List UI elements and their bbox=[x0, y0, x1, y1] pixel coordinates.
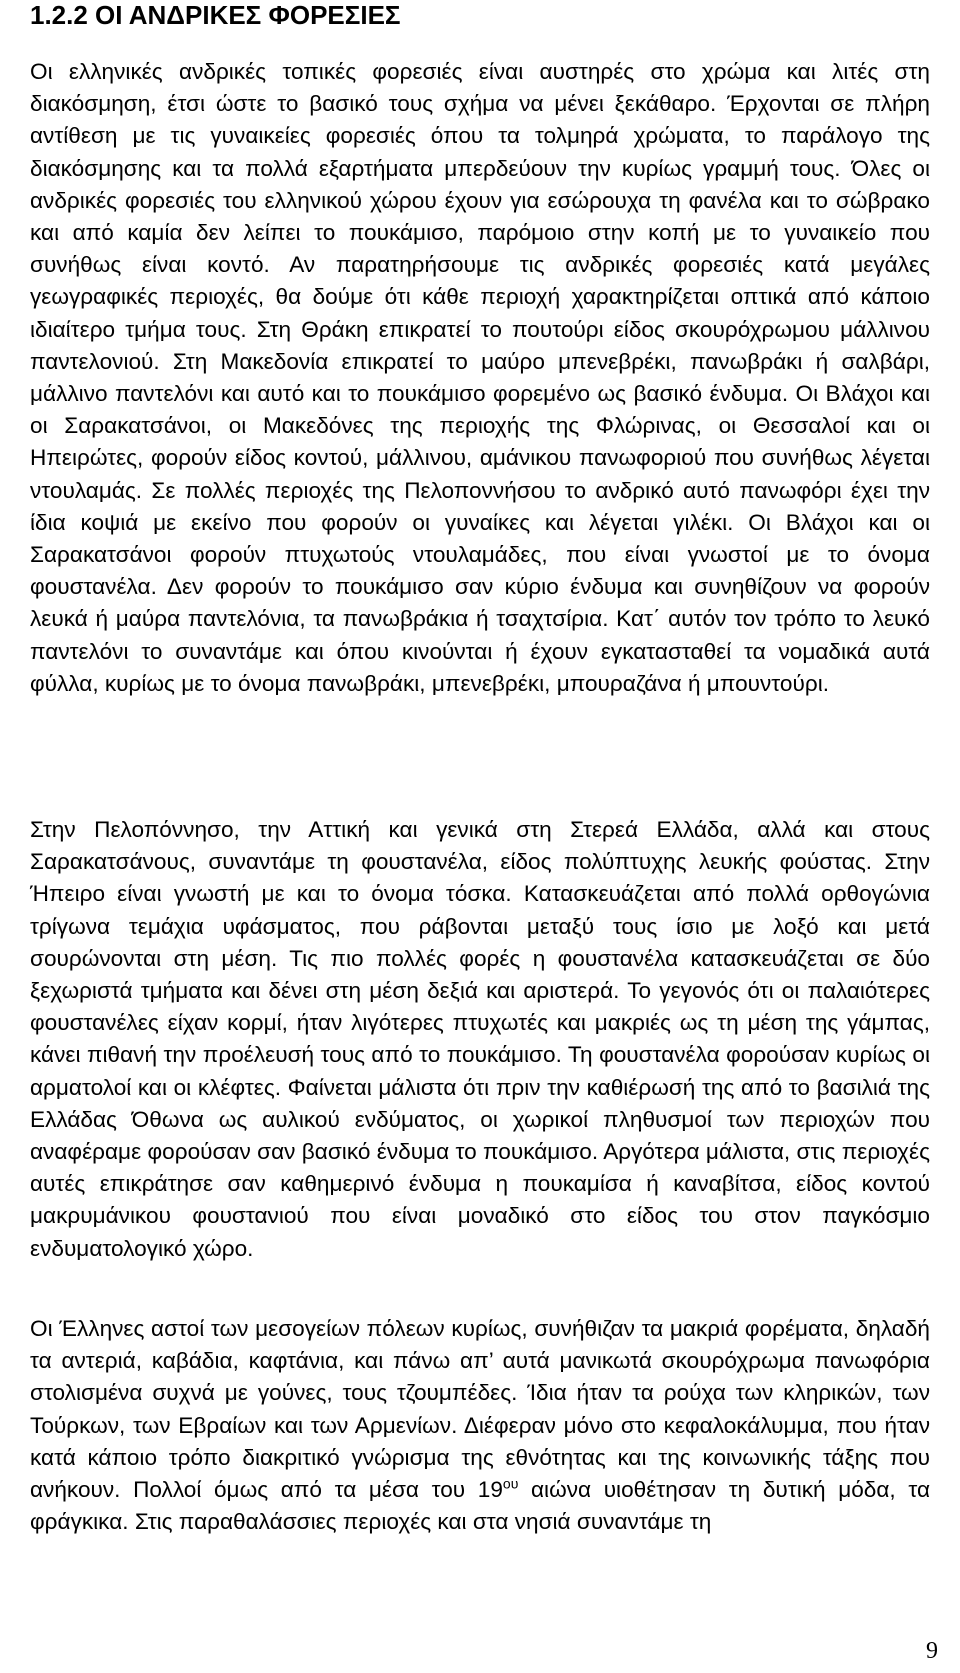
paragraph-foustanella: Στην Πελοπόννησο, την Αττική και γενικά στη Στερεά Ελλάδα, αλλά και στους Σαρακατσάνους, συναντάμε τη φουστανέλα, είδος πολύπτυχης λευκής φούστας. Στην Ήπειρο είναι γνωστή με και το όνομα τόσκα. Κατασκευάζεται από πολλά ορθογώνια τρίγωνα τεμάχια υφάσματος, που ράβονται μεταξύ τους ίσιο με λοξό και μετά σουρώνονται στη μέση. Τις πιο πολλές φορές η φουστανέλα κατασκευάζεται σε δύο ξεχωριστά τμήματα και δένει στη μέση δεξιά και αριστερά. Το γεγονός ότι οι παλαιότερες φουστανέλες είχαν κορμί, ήταν λιγότερες πτυχωτές και μακριές ως τη μέση της γάμπας, κάνει πιθανή την προέλευσή τους από το πουκάμισο. Τη φουστανέλα φορούσαν κυρίως οι αρματολοί και οι κλέφτες. Φαίνεται μάλιστα ότι πριν την καθιέρωσή της από το βασιλιά της Ελλάδας Όθωνα ως αυλικού ενδύματος, οι χωρικοί πληθυσμοί των περιοχών που αναφέραμε φορούσαν σαν βασικό ένδυμα το πουκάμισο. Αργότερα μάλιστα, στις περιοχές αυτές επικράτησε σαν καθημερινό ένδυμα η πουκαμίσα ή καναβίτσα, είδος κοντού μακρυμάνικου φουστανιού που είναι μοναδικό στο είδος του στον παγκόσμιο ενδυματολογικό χώρο. bbox=[30, 817, 930, 1261]
page-number: 9 bbox=[926, 1638, 938, 1664]
paragraph-urban-dress bbox=[30, 1313, 930, 1538]
paragraph-mens-costumes: Οι ελληνικές ανδρικές τοπικές φορεσιές είναι αυστηρές στο χρώμα και λιτές στη διακόσμηση, έτσι ώστε το βασικό τους σχήμα να μένει ξεκάθαρο. Έρχονται σε πλήρη αντίθεση με τις γυναικείες φορεσιές όπου τα τολμηρά χρώματα, το παράλογο της διακόσμησης και τα πολλά εξαρτήματα μπερδεύουν την κυρίως γραμμή τους. Όλες οι ανδρικές φορεσιές του ελληνικού χώρου έχουν για εσώρουχα τη φανέλα και το σώβρακο και από καμία δεν λείπει το πουκάμισο, παρόμοιο στην κοπή με το γυναικείο που συνήθως είναι κοντό. Αν παρατηρήσουμε τις ανδρικές φορεσιές κατά μεγάλες γεωγραφικές περιοχές, θα δούμε ότι κάθε περιοχή χαρακτηρίζεται οπτικά από κάποιο ιδιαίτερο τμήμα τους. Στη Θράκη επικρατεί το πουτούρι είδος σκουρόχρωμου μάλλινου παντελονιού. Στη Μακεδονία επικρατεί το μαύρο μπενεβρέκι, πανωβράκι ή σαλβάρι, μάλλινο παντελόνι και αυτό και το πουκάμισο φορεμένο ως βασικό ένδυμα. Οι Βλάχοι και οι Σαρακατσάνοι, οι Μακεδόνες της περιοχής της Φλώρινας, οι Θεσσαλοί και οι Ηπειρώτες, φορούν είδος κοντού, μάλλινου, αμάνικου πανωφοριού που συνήθως λέγεται ντουλαμάς. Σε πολλές περιοχές της Πελοποννήσου το ανδρικό αυτό πανωφόρι έχει την ίδια κοψιά με εκείνο που φορούν οι γυναίκες και λέγεται γιλέκι. Οι Βλάχοι και οι Σαρακατσάνοι φορούν πτυχωτούς ντουλαμάδες, που είναι γνωστοί με το όνομα φουστανέλα. Δεν φορούν το πουκάμισο σαν κύριο ένδυμα και συνηθίζουν να φορούν λευκά ή μαύρα παντελόνια, τα πανωβράκια ή τσαχτσίρια. Κατ΄ αυτόν τον τρόπο το λευκό παντελόνι το συναντάμε και όπου κινούνται ή έχουν εγκατασταθεί τα νομαδικά αυτά φύλλα, κυρίως με το όνομα πανωβράκι, μπενεβρέκι, μπουραζάνα ή μπουντούρι. bbox=[30, 59, 930, 696]
paragraph-text-part: αιώνα υιοθέτησαν τη δυτική μόδα, τα φράγκικα. Στις παραθαλάσσιες περιοχές και στα νησιά συναντάμε τη bbox=[30, 1477, 931, 1535]
superscript-ordinal: ου bbox=[502, 1475, 519, 1492]
section-heading: 1.2.2 ΟΙ ΑΝΔΡΙΚΕΣ ΦΟΡΕΣΙΕΣ bbox=[30, 0, 401, 30]
paragraph-text-part: Οι Έλληνες αστοί των μεσογείων πόλεων κυρίως, συνήθιζαν τα μακριά φορέματα, δηλαδή τα αντεριά, καβάδια, καφτάνια, και πάνω απ’ αυτά μανικωτά σκουρόχρωμα πανωφόρια στολισμένα συχνά με γούνες, τους τζουμπέδες. Ίδια ήταν τα ρούχα των κληρικών, των Τούρκων, των Εβραίων και των Αρμενίων. Διέφεραν μόνο στο κεφαλοκάλυμμα, που ήταν κατά κάποιο τρόπο διακριτικό γνώρισμα της εθνότητας και της κοινωνικής τάξης που ανήκουν. Πολλοί όμως από τα μέσα του 19 bbox=[30, 1316, 930, 1503]
